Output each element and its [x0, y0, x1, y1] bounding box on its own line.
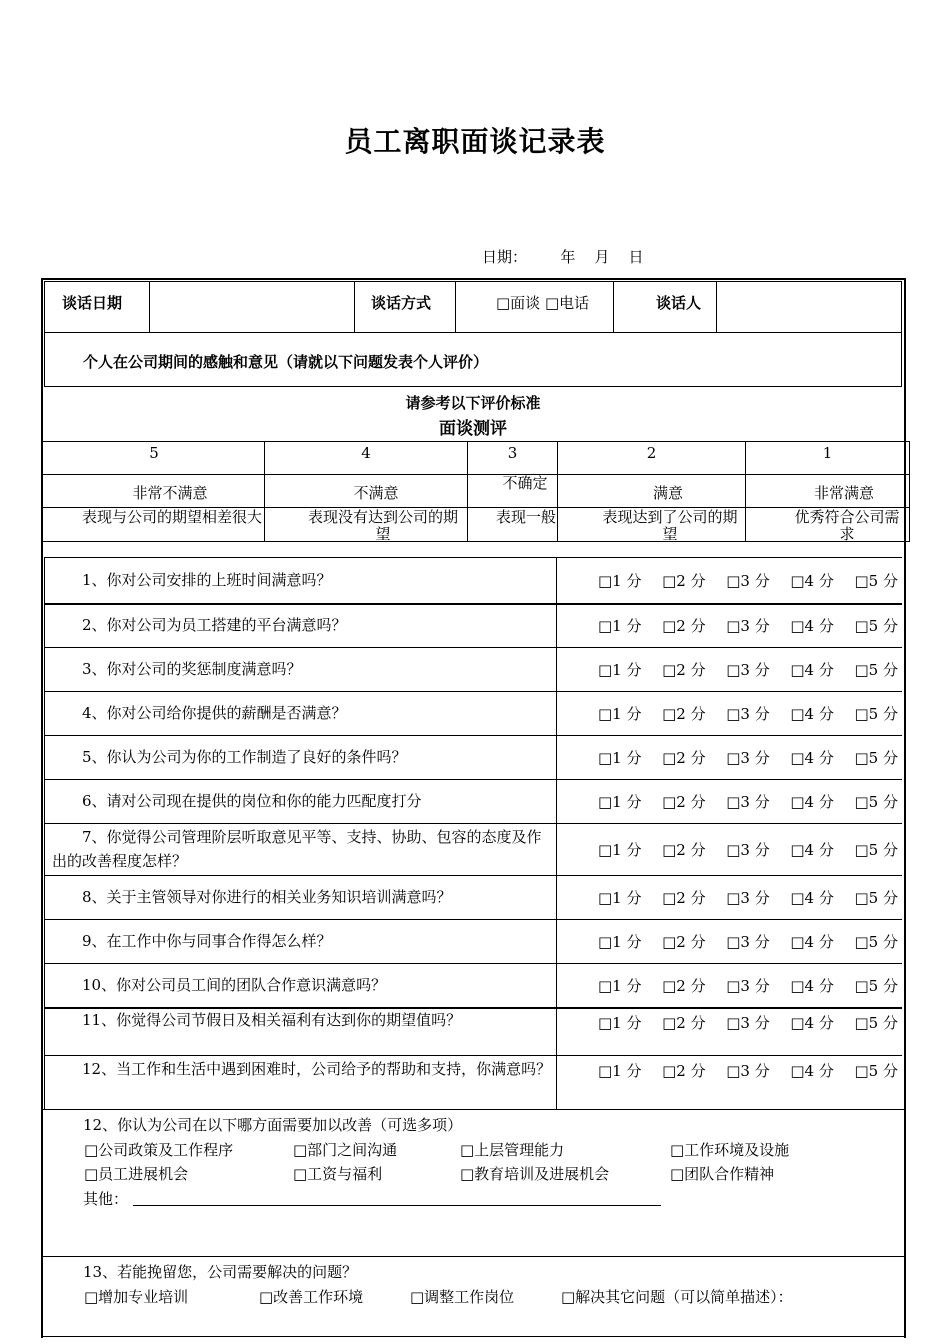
score-checkbox[interactable]: □1 分 — [598, 572, 642, 590]
scale-score: 2 — [646, 444, 657, 462]
score-checkbox[interactable]: □2 分 — [662, 617, 706, 635]
score-checkbox[interactable]: □1 分 — [598, 1062, 642, 1080]
score-checkbox[interactable]: □5 分 — [854, 705, 898, 723]
score-checkbox[interactable]: □5 分 — [854, 793, 898, 811]
section-intro: 个人在公司期间的感触和意见（请就以下问题发表个人评价） — [83, 353, 489, 371]
question-text: 2、你对公司为员工搭建的平台满意吗？ — [82, 616, 347, 634]
score-checkbox[interactable]: □5 分 — [854, 1062, 898, 1080]
question-text: 9、在工作中你与同事合作得怎么样？ — [82, 932, 332, 950]
criteria-title: 请参考以下评价标准 — [405, 394, 541, 412]
score-checkbox[interactable]: □3 分 — [726, 1062, 770, 1080]
score-options — [598, 1012, 898, 1033]
page-title: 员工离职面谈记录表 — [344, 125, 606, 158]
score-checkbox[interactable]: □1 分 — [598, 705, 642, 723]
score-checkbox[interactable]: □2 分 — [662, 933, 706, 951]
scale-desc: 表现一般 — [496, 508, 557, 526]
score-checkbox[interactable]: □2 分 — [662, 661, 706, 679]
score-checkbox[interactable]: □4 分 — [790, 1062, 834, 1080]
score-checkbox[interactable]: □2 分 — [662, 1014, 706, 1032]
score-checkbox[interactable]: □4 分 — [790, 1014, 834, 1032]
score-checkbox[interactable]: □5 分 — [854, 977, 898, 995]
score-checkbox[interactable]: □2 分 — [662, 889, 706, 907]
score-checkbox[interactable]: □2 分 — [662, 841, 706, 859]
score-checkbox[interactable]: □4 分 — [790, 933, 834, 951]
score-options — [598, 1060, 898, 1081]
score-checkbox[interactable]: □4 分 — [790, 977, 834, 995]
score-checkbox[interactable]: □1 分 — [598, 977, 642, 995]
score-checkbox[interactable]: □3 分 — [726, 793, 770, 811]
other-label: 其他： — [83, 1190, 129, 1208]
score-options — [598, 887, 898, 908]
score-checkbox[interactable]: □1 分 — [598, 793, 642, 811]
improve-option[interactable]: □工作环境及设施 — [670, 1141, 790, 1159]
score-checkbox[interactable]: □1 分 — [598, 617, 642, 635]
talk-date-label: 谈话日期 — [62, 294, 123, 312]
improve-option[interactable]: □部门之间沟通 — [293, 1141, 398, 1159]
form-left-border — [41, 278, 43, 1338]
score-options — [598, 747, 898, 768]
other-input-line[interactable] — [133, 1205, 661, 1206]
score-checkbox[interactable]: □3 分 — [726, 889, 770, 907]
score-checkbox[interactable]: □1 分 — [598, 749, 642, 767]
score-checkbox[interactable]: □3 分 — [726, 933, 770, 951]
question-text: 7、你觉得公司管理阶层听取意见平等、支持、协助、包容的态度及作出的改善程度怎样？ — [52, 828, 542, 870]
score-checkbox[interactable]: □5 分 — [854, 617, 898, 635]
score-options — [598, 931, 898, 952]
retain-option[interactable]: □增加专业培训 — [84, 1288, 189, 1306]
talk-date-field[interactable] — [150, 284, 353, 330]
score-options — [598, 570, 898, 591]
score-checkbox[interactable]: □1 分 — [598, 841, 642, 859]
score-checkbox[interactable]: □5 分 — [854, 661, 898, 679]
retain-option[interactable]: □调整工作岗位 — [410, 1288, 515, 1306]
scale-level: 不确定 — [502, 474, 548, 492]
scale-level: 满意 — [652, 484, 683, 502]
improve-option[interactable]: □上层管理能力 — [460, 1141, 565, 1159]
retain-title: 13、若能挽留您，公司需要解决的问题？ — [83, 1263, 358, 1281]
question-text: 3、你对公司的奖惩制度满意吗？ — [82, 660, 302, 678]
scale-desc: 表现达到了公司的期望 — [602, 508, 738, 543]
improve-option[interactable]: □教育培训及进展机会 — [460, 1165, 610, 1183]
score-options — [598, 791, 898, 812]
question-text: 12、当工作和生活中遇到困难时，公司给予的帮助和支持，你满意吗？ — [82, 1060, 552, 1078]
improve-option[interactable]: □团队合作精神 — [670, 1165, 775, 1183]
score-checkbox[interactable]: □5 分 — [854, 749, 898, 767]
form-right-border — [904, 278, 906, 1338]
interviewer-field[interactable] — [718, 284, 900, 330]
scale-level: 非常满意 — [813, 484, 874, 502]
score-checkbox[interactable]: □2 分 — [662, 977, 706, 995]
assessment-title: 面谈测评 — [439, 419, 507, 439]
question-text: 10、你对公司员工间的团队合作意识满意吗？ — [82, 976, 387, 994]
score-checkbox[interactable]: □1 分 — [598, 889, 642, 907]
talk-method-options[interactable]: □面谈 □电话 — [496, 294, 590, 312]
score-checkbox[interactable]: □3 分 — [726, 617, 770, 635]
scale-desc: 表现与公司的期望相差很大 — [82, 508, 263, 526]
score-checkbox[interactable]: □1 分 — [598, 933, 642, 951]
score-options — [598, 615, 898, 636]
scale-desc: 优秀符合公司需求 — [794, 508, 900, 543]
retain-option[interactable]: □解决其它问题（可以简单描述）： — [561, 1288, 793, 1306]
scale-desc: 表现没有达到公司的期望 — [307, 508, 458, 543]
scale-score: 3 — [507, 444, 518, 462]
improve-option[interactable]: □公司政策及工作程序 — [84, 1141, 234, 1159]
score-checkbox[interactable]: □4 分 — [790, 572, 834, 590]
improve-option[interactable]: □员工进展机会 — [84, 1165, 189, 1183]
scale-level: 不满意 — [353, 484, 399, 502]
retain-option[interactable]: □改善工作环境 — [259, 1288, 364, 1306]
score-checkbox[interactable]: □2 分 — [662, 572, 706, 590]
score-checkbox[interactable]: □3 分 — [726, 572, 770, 590]
score-checkbox[interactable]: □2 分 — [662, 1062, 706, 1080]
score-checkbox[interactable]: □3 分 — [726, 705, 770, 723]
score-checkbox[interactable]: □2 分 — [662, 793, 706, 811]
score-checkbox[interactable]: □5 分 — [854, 933, 898, 951]
score-checkbox[interactable]: □3 分 — [726, 841, 770, 859]
score-checkbox[interactable]: □3 分 — [726, 661, 770, 679]
scale-level: 非常不满意 — [132, 484, 208, 502]
score-checkbox[interactable]: □5 分 — [854, 1014, 898, 1032]
score-checkbox[interactable]: □3 分 — [726, 749, 770, 767]
scale-score: 1 — [822, 444, 833, 462]
score-checkbox[interactable]: □2 分 — [662, 705, 706, 723]
question-text: 4、你对公司给你提供的薪酬是否满意？ — [82, 704, 347, 722]
score-checkbox[interactable]: □4 分 — [790, 793, 834, 811]
score-checkbox[interactable]: □4 分 — [790, 617, 834, 635]
improve-title: 12、你认为公司在以下哪方面需要加以改善（可选多项） — [83, 1116, 463, 1134]
talk-method-label: 谈话方式 — [371, 294, 432, 312]
score-checkbox[interactable]: □4 分 — [790, 705, 834, 723]
date-line: 日期： 年 月 日 — [482, 248, 644, 266]
score-options — [598, 703, 898, 724]
score-checkbox[interactable]: □2 分 — [662, 749, 706, 767]
score-checkbox[interactable]: □5 分 — [854, 841, 898, 859]
scale-score: 5 — [149, 444, 159, 462]
score-checkbox[interactable]: □1 分 — [598, 661, 642, 679]
score-checkbox[interactable]: □4 分 — [790, 749, 834, 767]
score-checkbox[interactable]: □4 分 — [790, 841, 834, 859]
score-checkbox[interactable]: □4 分 — [790, 889, 834, 907]
score-checkbox[interactable]: □3 分 — [726, 977, 770, 995]
question-text: 5、你认为公司为你的工作制造了良好的条件吗？ — [82, 748, 407, 766]
question-text: 1、你对公司安排的上班时间满意吗？ — [82, 571, 332, 589]
interviewer-label: 谈话人 — [656, 294, 702, 312]
score-checkbox[interactable]: □3 分 — [726, 1014, 770, 1032]
question-text: 11、你觉得公司节假日及相关福利有达到你的期望值吗？ — [82, 1011, 462, 1029]
question-text: 6、请对公司现在提供的岗位和你的能力匹配度打分 — [82, 792, 422, 810]
score-checkbox[interactable]: □4 分 — [790, 661, 834, 679]
score-checkbox[interactable]: □5 分 — [854, 889, 898, 907]
question-text: 8、关于主管领导对你进行的相关业务知识培训满意吗？ — [82, 888, 452, 906]
scale-score: 4 — [361, 444, 371, 462]
score-options — [598, 975, 898, 996]
score-options — [598, 839, 898, 860]
improve-option[interactable]: □工资与福利 — [293, 1165, 383, 1183]
score-checkbox[interactable]: □1 分 — [598, 1014, 642, 1032]
score-checkbox[interactable]: □5 分 — [854, 572, 898, 590]
score-options — [598, 659, 898, 680]
